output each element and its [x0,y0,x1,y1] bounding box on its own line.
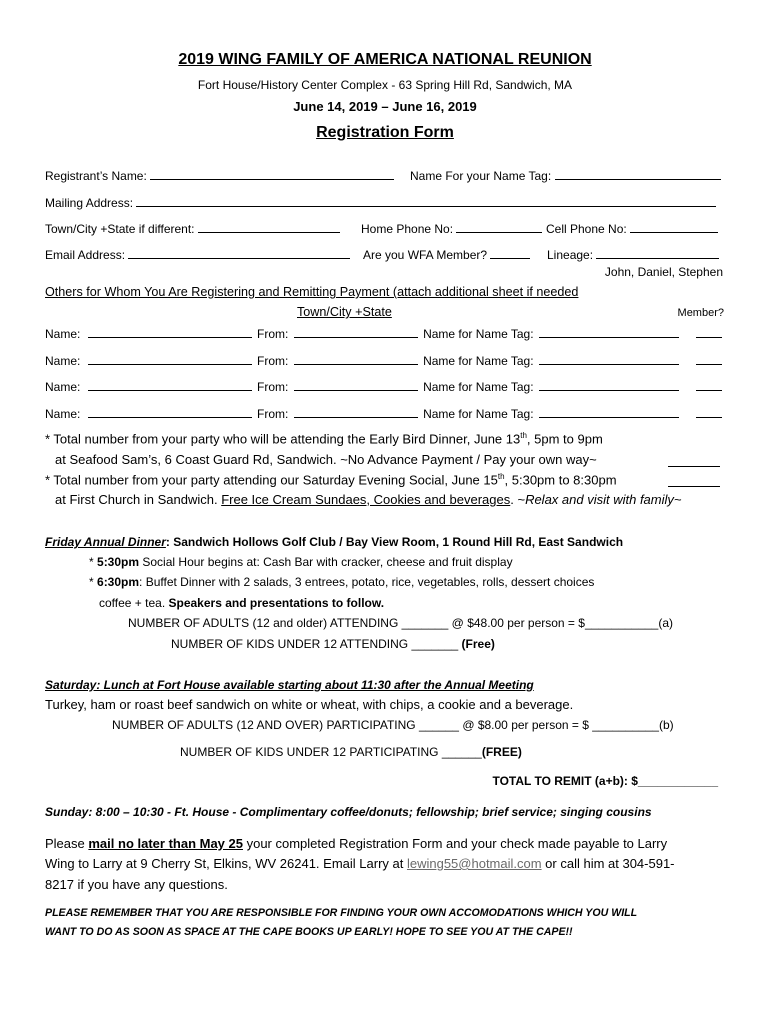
others-row [45,352,722,368]
tag-field[interactable] [539,378,679,391]
wfa-member-field[interactable] [490,246,530,259]
others-heading: Others for Whom You Are Registering and Remitting Payment (attach additional sheet if needed [45,285,579,299]
friday-adults-line [128,616,673,630]
friday-label: Friday Annual Dinner [45,535,166,549]
friday-kids-line [171,637,495,651]
name-label: Name: [45,407,81,421]
name-label: Name: [45,380,81,394]
town-city-header: Town/City +State [297,305,392,319]
email-field[interactable] [128,246,350,259]
social-time: , 5:30pm to 8:30pm [504,472,617,488]
home-phone-row [361,220,542,236]
from-field[interactable] [294,378,418,391]
friday-bullet-1: * 5:30pm Social Hour begins at: Cash Bar with cracker, cheese and fruit display [89,555,513,569]
social-sep: . ~ [510,492,526,507]
friday-coffee-line [99,596,384,610]
name-tag-row [410,167,721,183]
saturday-adults-line: NUMBER OF ADULTS (12 AND OVER) PARTICIPATING ______ @ $8.00 per person = $ __________(b) [112,718,674,732]
saturday-kids-free: (FREE) [481,745,522,759]
early-bird-sup: th [520,431,527,440]
friday-bullet-2: * 6:30pm: Buffet Dinner with 2 salads, 3 entrees, potato, rice, vegetables, rolls, dessert choices [89,575,595,589]
buffet-text: : Buffet Dinner with 2 salads, 3 entrees, potato, rice, vegetables, rolls, dessert choices [139,575,595,589]
mail-text: your completed Registration Form and your check made payable to Larry [242,836,668,851]
name-label: Name: [45,354,81,368]
saturday-heading: Saturday: Lunch at Fort House available starting about 11:30 after the Annual Meeting [45,678,534,692]
member-field[interactable] [696,325,722,338]
ice-cream-text: Free Ice Cream Sundaes, Cookies and beverages [221,492,511,507]
reminder-line-2: WANT TO DO AS SOON AS SPACE AT THE CAPE BOOKS UP EARLY! HOPE TO SEE YOU AT THE CAPE!! [45,926,573,938]
from-field[interactable] [294,325,418,338]
others-row [45,378,722,394]
social-count-field[interactable] [668,474,720,487]
home-phone-field[interactable] [456,220,542,233]
others-row [45,405,722,421]
from-label: From: [257,327,289,341]
name-tag-field[interactable] [555,167,721,180]
from-field[interactable] [294,352,418,365]
town-city-field[interactable] [198,220,340,233]
wfa-member-row [363,246,530,262]
mailing-address-label: Mailing Address: [45,196,134,210]
tag-label: Name for Name Tag: [423,380,534,394]
speakers-text: Speakers and presentations to follow. [168,596,385,610]
social-text: * Total number from your party attending our Saturday Evening Social, June 15 [45,472,498,488]
friday-adults-label: NUMBER OF ADULTS (12 and older) ATTENDING _______ [128,616,452,630]
social-location [55,492,681,507]
member-field[interactable] [696,378,722,391]
email-label: Email Address: [45,248,126,262]
mail-line-2 [45,856,675,871]
mail-line-3: 8217 if you have any questions. [45,877,228,892]
coffee-text: coffee + tea. [99,596,169,610]
tag-field[interactable] [539,352,679,365]
form-title: Registration Form [316,124,454,141]
email-link[interactable]: lewing55@hotmail.com [406,856,542,871]
home-phone-label: Home Phone No: [361,222,454,236]
member-header: Member? [677,307,724,319]
registrant-name-label: Registrant’s Name: [45,169,147,183]
name-label: Name: [45,327,81,341]
wfa-member-label: Are you WFA Member? [363,248,488,262]
name-field[interactable] [88,405,252,418]
from-label: From: [257,407,289,421]
event-dates: June 14, 2019 – June 16, 2019 [293,99,477,114]
lineage-note: John, Daniel, Stephen [604,265,723,279]
early-bird-time: , 5pm to 9pm [526,431,603,447]
relax-text: Relax and visit with family~ [525,492,682,507]
town-city-label: Town/City +State if different: [45,222,195,236]
early-bird-line [45,431,603,446]
from-label: From: [257,354,289,368]
mailing-address-field[interactable] [136,194,716,207]
saturday-kids-label: NUMBER OF KIDS UNDER 12 PARTICIPATING ______ [180,745,482,759]
cell-phone-field[interactable] [630,220,718,233]
reminder-line-1: PLEASE REMEMBER THAT YOU ARE RESPONSIBLE FOR FINDING YOUR OWN ACCOMODATIONS WHICH YOU WILL [45,907,638,919]
tag-label: Name for Name Tag: [423,407,534,421]
social-sup: th [497,472,505,481]
mail-address: Wing to Larry at 9 Cherry St, Elkins, WV 26241. Email Larry at [45,856,407,871]
location-line: Fort House/History Center Complex - 63 Spring Hill Rd, Sandwich, MA [197,78,573,92]
document-title: 2019 WING FAMILY OF AMERICA NATIONAL REUNION [178,51,592,68]
social-hour-text: Social Hour begins at: Cash Bar with cracker, cheese and fruit display [139,555,513,569]
friday-kids-label: NUMBER OF KIDS UNDER 12 ATTENDING _______ [171,637,462,651]
name-field[interactable] [88,325,252,338]
early-bird-text: * Total number from your party who will be attending the Early Bird Dinner, June 13 [45,431,521,447]
early-bird-location: at Seafood Sam’s, 6 Coast Guard Rd, Sandwich. ~No Advance Payment / Pay your own way~ [55,452,597,467]
tag-field[interactable] [539,325,679,338]
from-label: From: [257,380,289,394]
registrant-row [45,167,394,183]
mail-line-1 [45,836,667,851]
saturday-desc: Turkey, ham or roast beef sandwich on white or wheat, with chips, a cookie and a beverage. [45,697,574,712]
email-row [45,246,350,262]
name-field[interactable] [88,352,252,365]
friday-kids-free: (Free) [461,637,495,651]
tag-label: Name for Name Tag: [423,354,534,368]
member-field[interactable] [696,352,722,365]
mailing-row [45,194,716,210]
buffet-time: 6:30pm [97,575,140,589]
social-line [45,472,617,487]
tag-label: Name for Name Tag: [423,327,534,341]
sunday-line: Sunday: 8:00 – 10:30 - Ft. House - Complimentary coffee/donuts; fellowship; brief service; singing cousins [45,805,652,819]
lineage-row [547,246,719,262]
social-venue: at First Church in Sandwich. [55,492,222,507]
friday-adults-price: @ $48.00 per person = $___________(a) [451,616,674,630]
friday-venue: : Sandwich Hollows Golf Club / Bay View Room, 1 Round Hill Rd, East Sandwich [165,535,624,549]
name-field[interactable] [88,378,252,391]
cell-phone-label: Cell Phone No: [546,222,627,236]
from-field[interactable] [294,405,418,418]
cell-phone-row [546,220,718,236]
mail-deadline: mail no later than May 25 [88,836,243,851]
lineage-label: Lineage: [547,248,594,262]
town-row [45,220,340,236]
member-field[interactable] [696,405,722,418]
phone-text: or call him at 304-591- [541,856,675,871]
social-hour-time: 5:30pm [97,555,140,569]
name-tag-label: Name For your Name Tag: [410,169,552,183]
lineage-field[interactable] [596,246,719,259]
saturday-kids-line [180,745,522,759]
friday-heading [45,535,623,549]
total-remit: TOTAL TO REMIT (a+b): $____________ [492,774,718,788]
others-row [45,325,722,341]
early-bird-count-field[interactable] [668,454,720,467]
tag-field[interactable] [539,405,679,418]
registrant-name-field[interactable] [150,167,394,180]
mail-intro: Please [45,836,89,851]
